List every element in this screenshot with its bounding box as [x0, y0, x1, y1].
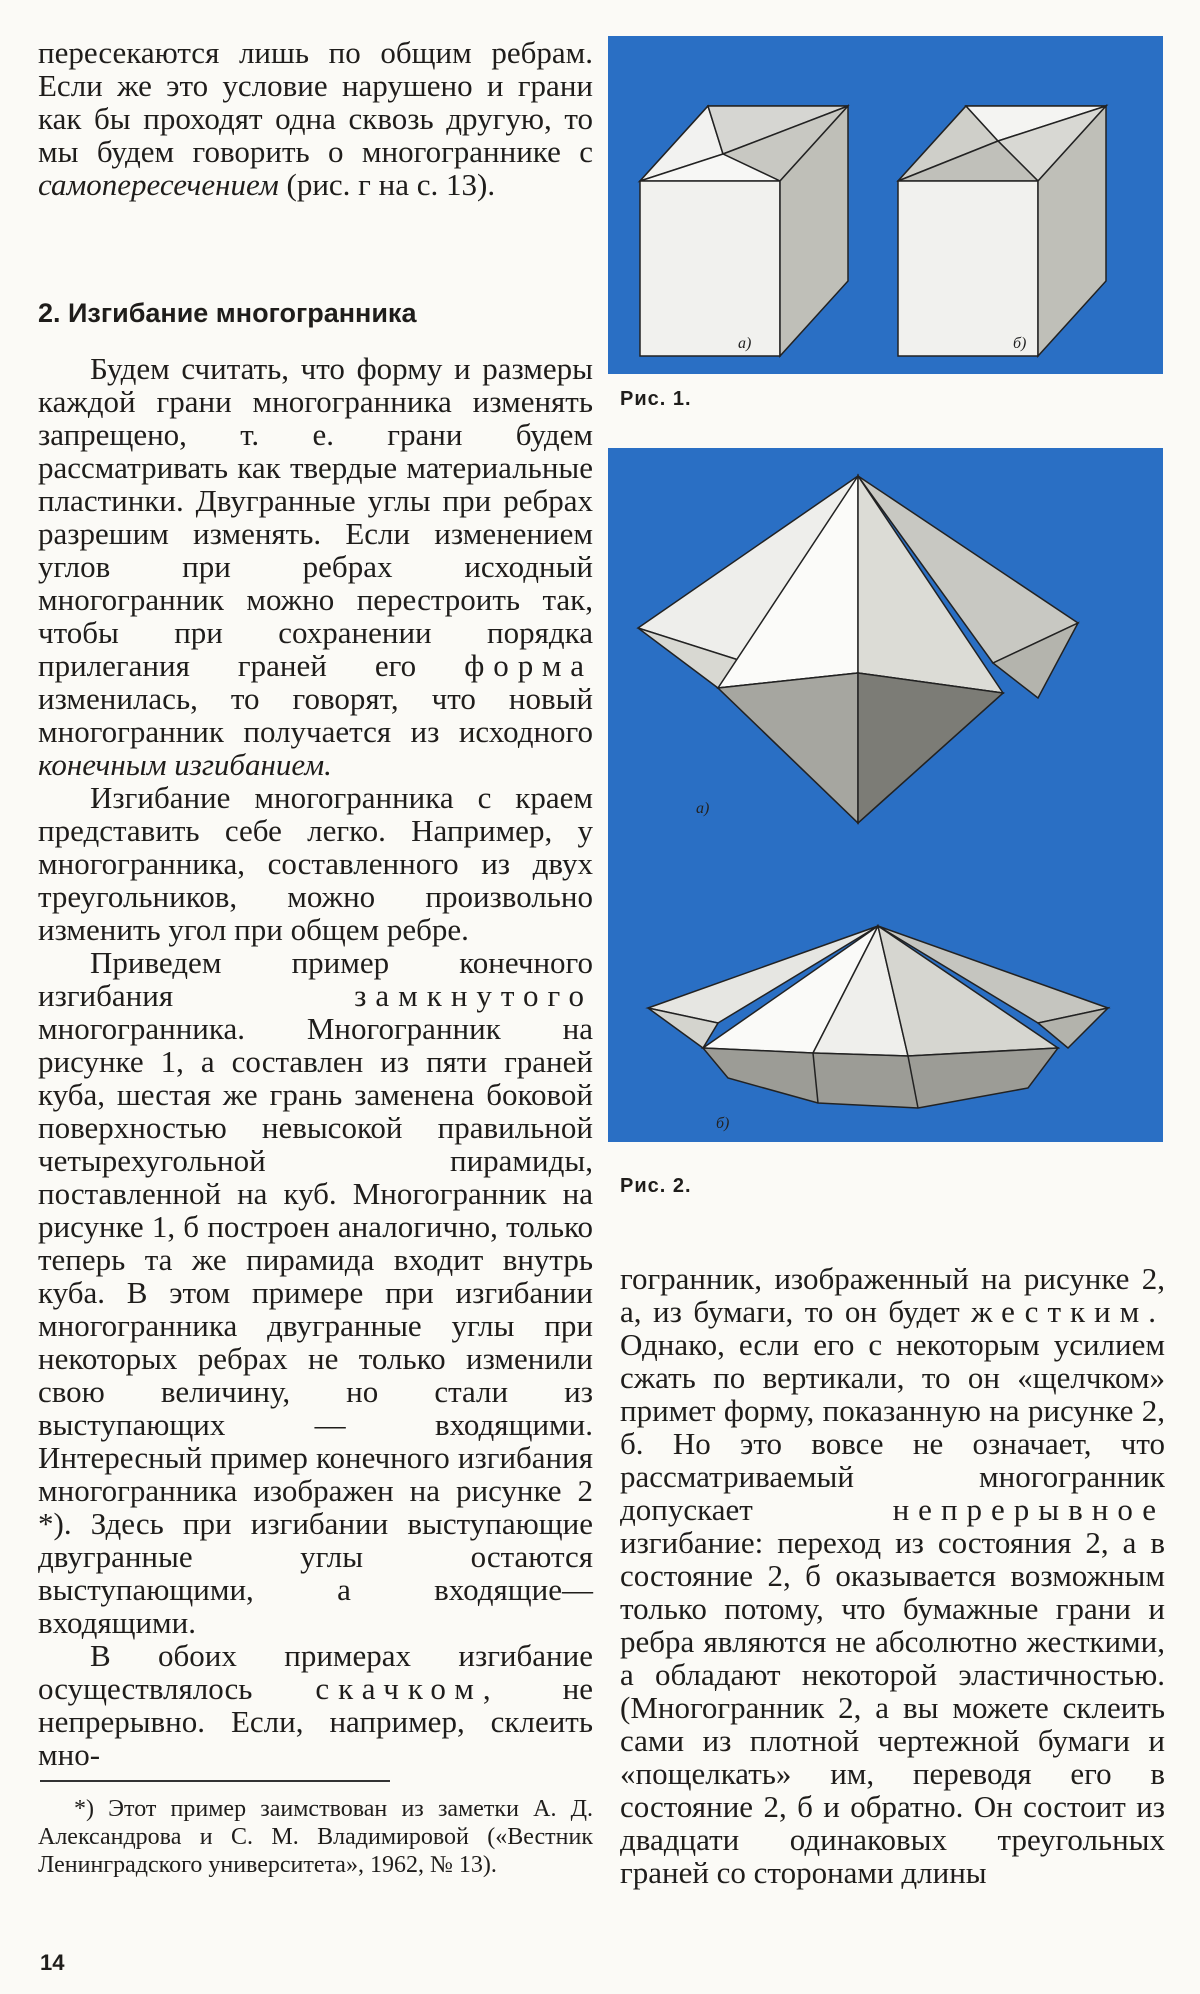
- r-start: гогранник, изображенный на рисунке 2, а, из бумаги, то он будет: [620, 1261, 1165, 1329]
- polyhedron-a: [638, 476, 1078, 823]
- p1-start: Будем считать, что форму и размеры каждой грани многогранника изменять запрещено, т. е. грани будем рассматривать как твердые материальные пластинки. Двугранные углы при ребрах разрешим изменять. Если изменением углов при ребрах исходный многогранник можно перестроить так, чтобы при сохранении порядка прилегания граней его: [38, 351, 593, 683]
- figure-1-caption: Рис. 1.: [620, 388, 692, 410]
- p4-rest: не непрерывно. Если, например, склеить мно-: [38, 1671, 593, 1772]
- paragraph-3: [38, 946, 593, 1639]
- left-body: [38, 352, 593, 1771]
- right-body: [620, 1262, 1165, 1889]
- top-italic: самопересечением: [38, 167, 279, 202]
- p3-start: Приведем пример конечного изгибания: [38, 945, 593, 1013]
- fig1-label-a: а): [738, 335, 752, 352]
- left-top-paragraph: [38, 36, 593, 201]
- polyhedron-b: [648, 926, 1108, 1108]
- r-spaced-1: жестким.: [971, 1294, 1166, 1329]
- cube-b: [898, 106, 1106, 356]
- p4-start: В обоих примерах изгибание осуществлялось: [38, 1638, 593, 1706]
- figure-2-drawing: [608, 448, 1163, 1142]
- top-text: пересекаются лишь по общим ребрам. Если же это условие нарушено и грани как бы проходят одна сквозь другую, то мы будем говорить о многограннике с: [38, 35, 593, 169]
- figure-2: [608, 448, 1163, 1142]
- section-heading: 2. Изгибание многогранника: [38, 298, 417, 328]
- top-end: (рис. г на с. 13).: [286, 167, 496, 202]
- paragraph-4: [38, 1639, 593, 1771]
- footnote-rule: [40, 1780, 390, 1782]
- p1-mid: изменилась, то говорят, что новый многогранник получается из исходного: [38, 681, 593, 749]
- right-paragraph: [620, 1262, 1165, 1889]
- figure-1: [608, 36, 1163, 374]
- r-spaced-2: непрерывное: [892, 1492, 1165, 1527]
- p1-spaced: форма: [464, 648, 594, 683]
- p1-italic: конечным изгибанием.: [38, 747, 332, 782]
- p3-rest: многогранника. Многогранник на рисунке 1, а составлен из пяти граней куба, шестая же грань заменена боковой поверхностью невысокой правильной четырехугольной пирамиды, поставленной на куб. Многогранник на рисунке 1, б построен аналогично, только теперь та же пирамида входит внутрь куба. В этом примере при изгибании многогранника двугранные углы при некоторых ребрах не только изменили свою величину, но стали из выступающих — входящими. Интересный пример конечного изгибания многогранника изображен на рисунке 2 *). Здесь при изгибании выступающие двугранные углы остаются выступающими, а входящие— входящими.: [38, 1011, 593, 1640]
- fig1-label-b: б): [1013, 335, 1027, 352]
- fig2-label-b: б): [716, 1115, 730, 1132]
- page-number: 14: [40, 1950, 65, 1975]
- r-mid: Однако, если его с некоторым усилием сжать по вертикали, то он «щелчком» примет форму, показанную на рисунке 2, б. Но это вовсе не означает, что рассматриваемый многогранник допускает: [620, 1327, 1165, 1527]
- paragraph-2: Изгибание многогранника с краем представить себе легко. Например, у многогранника, составленного из двух треугольников, можно произвольно изменить угол при общем ребре.: [38, 780, 593, 947]
- fig2-label-a: а): [696, 800, 710, 817]
- figure-2-caption: Рис. 2.: [620, 1175, 692, 1197]
- footnote: [38, 1795, 593, 1879]
- figure-1-drawing: [608, 36, 1163, 374]
- p4-spaced: скачком,: [315, 1671, 500, 1706]
- paragraph-1: [38, 352, 593, 781]
- r-end: изгибание: переход из состояния 2, а в состояние 2, б оказывается возможным только потому, что бумажные грани и ребра являются не абсолютно жесткими, а обладают некоторой эластичностью. (Многогранник 2, а вы можете склеить сами из плотной чертежной бумаги и «пощелкать» им, переводя его в состояние 2, б и обратно. Он состоит из двадцати одинаковых треугольных граней со сторонами длины: [620, 1525, 1165, 1890]
- p3-spaced: замкнутого: [354, 978, 593, 1013]
- cube-a: [640, 106, 848, 356]
- footnote-text: *) Этот пример заимствован из заметки А. Д. Александрова и С. М. Владимировой («Вестник Ленинградского университета», 1962, № 13).: [38, 1796, 593, 1878]
